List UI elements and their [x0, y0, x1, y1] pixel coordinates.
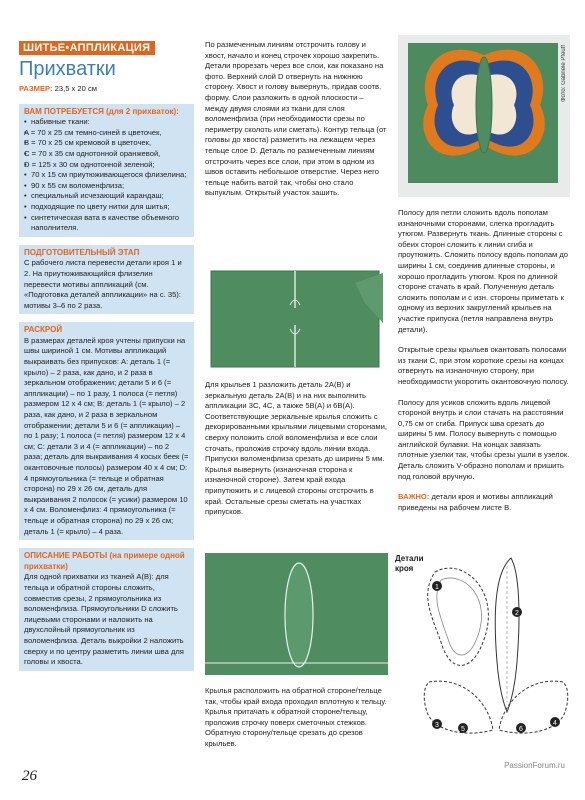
diagram-num-2: 2: [515, 610, 519, 617]
column-left: [19, 84, 194, 671]
list-item: • набивные ткани:: [24, 117, 189, 128]
body-text-mid: Для крыльев 1 разложить деталь 2A(B) и зеркальную деталь 2A(B) и на них выполнить аппликации 3C, 4C, а также 5B(A) и 6B(A). Соответствующие зеркальные крылья сложить с декорированными крыльями лицевыми сторонами, сверху положить слой воломенфлиза и все слои сточать, проложив строчку вдоль линии входа. Припуски воломенфлиза срезать до ширины 5 мм. Крылья вывернуть (изнаночная сторона к изнаночной стороне). Затем край входа припутюжить и с лицевой стороны отстрочить в край. Остальные срезы сметать на участках припусков.: [205, 380, 387, 517]
page-number: 26: [22, 768, 37, 784]
page-title: Прихватки: [19, 58, 116, 80]
preparation-text: С рабочего листа перевести детали кроя 1 и 2. На приутюживающийся флизелин перевести мотивы аппликаций (см. «Подготовка деталей аппликации» на с. 35): мотивы 3–6 по 2 раза.: [24, 258, 182, 310]
body-text-loop: Полосу для петли сложить вдоль пополам изнаночными сторонами, слегка прогладить утюгом. Развернуть ткань. Длинные стороны с обеих сторон сложить к линии сгиба и проутюжить. Сложить полосу вдоль пополам до ширины 1 см, соединив длинные стороны, и хорошо прогладить утюгом. Кроя по длинной стороне стачать в край. Полученную деталь сложить пополам и с изн. стороны приметать к одному из верхних закруглений крыльев на участке припуска (петля направлена внутрь детали).: [398, 208, 569, 334]
column-right: [398, 208, 570, 513]
materials-box: [19, 104, 194, 237]
pattern-diagram: [393, 552, 573, 762]
column-middle: [205, 40, 388, 199]
watermark: PassionForum.ru: [504, 761, 565, 770]
list-item: • 70 х 15 см приутюживающегося флизелина;: [24, 170, 189, 181]
photo-finished-potholder: [398, 35, 570, 197]
materials-heading: ВАМ ПОТРЕБУЕТСЯ (для 2 прихваток):: [24, 106, 179, 116]
list-item: • A = 70 х 25 см темно-синей в цветочек,: [24, 128, 189, 139]
cutting-box: [19, 322, 194, 540]
materials-list: [24, 117, 189, 234]
diagram-num-5: 5: [461, 726, 465, 733]
photo-stitched-body-image: [205, 553, 388, 675]
potholder-image: [398, 35, 570, 197]
photo-cut-body-image: [205, 263, 388, 373]
photo-stitched-body: [205, 553, 388, 675]
diagram-num-3: 3: [435, 722, 439, 729]
work-box: [19, 548, 194, 671]
cutting-text: В размерах деталей кроя учтены припуски на швы шириной 1 см. Мотивы аппликаций выкраивать без припусков: A: деталь 1 (= крыло) – 2 раза, как дано, и 2 раза в зеркальном отображении; детали 5 и 6 (= аппликации) – по 1 разу, 1 полоса (= петля) размером 12 х 4 см; B: деталь 1 (= крыло) – 2 раза, как дано, и 2 раза в зеркальном отображении; детали 5 и 6 (= аппликации) – по 1 разу; 1 полоса (= петля) размером 12 х 4 см; C: детали 3 и 4 (= аппликации) – по 2 раза; деталь для выкраивания 4 косых беек (= окантовочные полосы) размером 40 х 4 см; D: 4 прямоугольника (= тельце и обратная сторона) по 29 х 26 см, деталь для выкраивания 2 полосок (= усики) размером 10 х 4 см. Воломенфлиз: 4 прямоугольника (= тельце и обратная сторона) по 29 х 26 см; деталь 1 (= крыло) – 4 раза.: [24, 335, 189, 536]
diagram-num-6: 6: [519, 726, 523, 733]
pattern-diagram-svg: [393, 552, 573, 762]
size-value: 23,5 х 20 см: [52, 84, 98, 93]
list-item: • синтетическая вата в качестве объемного наполнителя.: [24, 213, 189, 234]
work-text: Для одной прихватки из тканей A(B): для тельца и обратной стороны сложить, совместив срезы, 2 прямоугольника из воломенфлиза. Прямоугольники D сложить лицевыми сторонами и наложить на двухслойный прямоугольник из воломенфлиза. Деталь выкройки 2 наложить сверху и по центру разметить линии шва для головы и хвоста.: [24, 572, 184, 667]
column-middle-3: [205, 686, 388, 750]
diagram-num-1: 1: [435, 584, 439, 591]
important-note: [398, 492, 570, 513]
body-text-bottom: Крылья расположить на обратной стороне/тельце так, чтобы край входа проходил вплотную к тельцу. Крылья притачать к обратной стороне/тельцу, проложив строчку поверх сметочных стежков. Обратную сторону/тельце срезать до срезов крыльев.: [205, 686, 387, 748]
list-item: • D = 125 х 30 см однотонной зеленой;: [24, 160, 189, 171]
body-text-antennae: Полосу для усиков сложить вдоль лицевой стороной внутрь и слои стачать на расстоянии 0,75 см от сгиба. Припуск шва срезать до ширины 5 мм. Полосу вывернуть с помощью английской булавки. На концах завязать плотные узелки так, чтобы срезы ушли в узелок. Деталь сложить V-образно пополам и пришить под головой вручную.: [398, 397, 570, 481]
work-heading: ОПИСАНИЕ РАБОТЫ (на примере одной прихватки): [24, 551, 185, 571]
size-line: [19, 84, 194, 95]
preparation-heading: ПОДГОТОВИТЕЛЬНЫЙ ЭТАП: [24, 247, 140, 257]
size-label: РАЗМЕР:: [19, 84, 53, 93]
diagram-num-4: 4: [553, 720, 557, 727]
list-item: • 90 х 55 см воломенфлиза;: [24, 181, 189, 192]
body-text-binding: Открытые срезы крыльев окантовать полосами из ткани C, при этом короткие срезы на концах отвернуть на изнаночную сторону, при необходимости укоротить окантовочную полосу.: [398, 345, 569, 386]
important-label: ВАЖНО:: [398, 492, 430, 502]
preparation-box: [19, 245, 194, 315]
cutting-heading: РАСКРОЙ: [24, 325, 63, 335]
photo-credit: Фото: Gabriele Pfeuff: [561, 45, 567, 103]
rubric-label: ШИТЬЕ•АППЛИКАЦИЯ: [19, 41, 155, 55]
list-item: • C = 70 х 35 см однотонной оранжевой,: [24, 149, 189, 160]
column-middle-2: [205, 380, 388, 518]
body-text-top: По размеченным линиям отстрочить голову и хвост, начало и конец строчек хорошо закрепить. Детали прорезать через все слои, как показано на фото. Верхний слой D отвернуть на нижнюю сторону. Хвост и голову вывернуть, придав соотв. форму. Слои разложить в одной плоскости – между двумя слоями из ткани для слоя воломенфлиза (при необходимости срезы по периметру сколоть или сметать). Контур тельца (от головы до хвоста) разметить на лежащем через тельце слое D. Деталь по размеченным линиям отстрочить через все слои, при этом в одном из швов оставить небольшое отверстие. Через него тельце набить ватой так, чтобы оно стало выпуклым. Открытый участок зашить.: [205, 40, 387, 198]
important-text: детали кроя и мотивы аппликаций приведены на рабочем листе B.: [398, 492, 553, 512]
list-item: • специальный исчезающий карандаш;: [24, 191, 189, 202]
photo-cut-body: [205, 263, 388, 373]
list-item: • B = 70 х 25 см кремовой в цветочек,: [24, 138, 189, 149]
list-item: • подходящие по цвету нитки для шитья;: [24, 202, 189, 213]
diagram-label: Детали кроя: [395, 554, 424, 573]
